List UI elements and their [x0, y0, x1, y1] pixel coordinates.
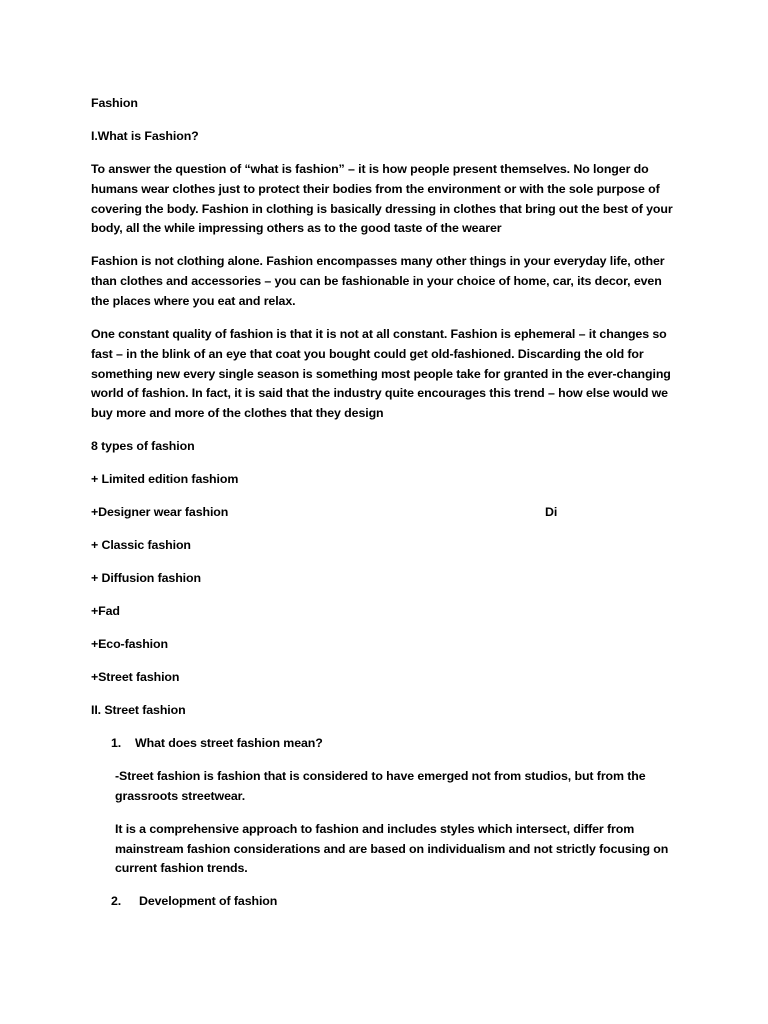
section-heading-street-fashion: II. Street fashion [91, 702, 186, 717]
list-item: +Eco-fashion [91, 637, 168, 651]
list-item-row [91, 503, 677, 523]
list-item: +Designer wear fashion [91, 505, 229, 520]
item-heading: What does street fashion mean? [135, 735, 323, 750]
paragraph: Fashion is not clothing alone. Fashion encompasses many other things in your everyday life, other than clothes and accessories – you can be fashionable in your choice of home, car, its decor, even the places where you eat and relax. [91, 254, 665, 308]
list-item: +Street fashion [91, 669, 180, 684]
section-heading-what-is-fashion: I.What is Fashion? [91, 128, 199, 143]
document-title: Fashion [91, 96, 138, 110]
paragraph: It is a comprehensive approach to fashion and includes styles which intersect, differ from mainstream fashion considerations and are based on individualism and not strictly focusing on current fashion trends. [115, 821, 669, 876]
item-number: 2. [111, 894, 122, 909]
item-number: 1. [111, 735, 122, 750]
paragraph: -Street fashion is fashion that is considered to have emerged not from studios, but from the grassroots streetwear. [115, 768, 646, 803]
paragraph: To answer the question of “what is fashion” – it is how people present themselves. No longer do humans wear clothes just to protect their bodies from the environment or with the sole purpose of covering the body. Fashion in clothing is basically dressing in clothes that bring out the best of your body, all the while impressing others as to the good taste of the wearer [91, 161, 673, 236]
stray-text: Di [545, 505, 558, 520]
paragraph: One constant quality of fashion is that it is not at all constant. Fashion is ephemeral – it changes so fast – in the blink of an eye that coat you bought could get old-fashioned. Discarding the old for something new every single season is something most people take for granted in the ever-changing world of fashion. In fact, it is said that the industry quite encourages this trend – how else would we buy more and more of the clothes that they design [91, 326, 671, 421]
list-item: + Limited edition fashiom [91, 472, 239, 487]
list-item: +Fad [91, 604, 120, 619]
numbered-item [111, 892, 677, 912]
item-heading: Development of fashion [139, 894, 278, 909]
list-item: + Diffusion fashion [91, 571, 201, 586]
numbered-item [111, 734, 677, 754]
document-page [91, 94, 677, 925]
types-heading: 8 types of fashion [91, 439, 195, 454]
list-item: + Classic fashion [91, 538, 191, 553]
